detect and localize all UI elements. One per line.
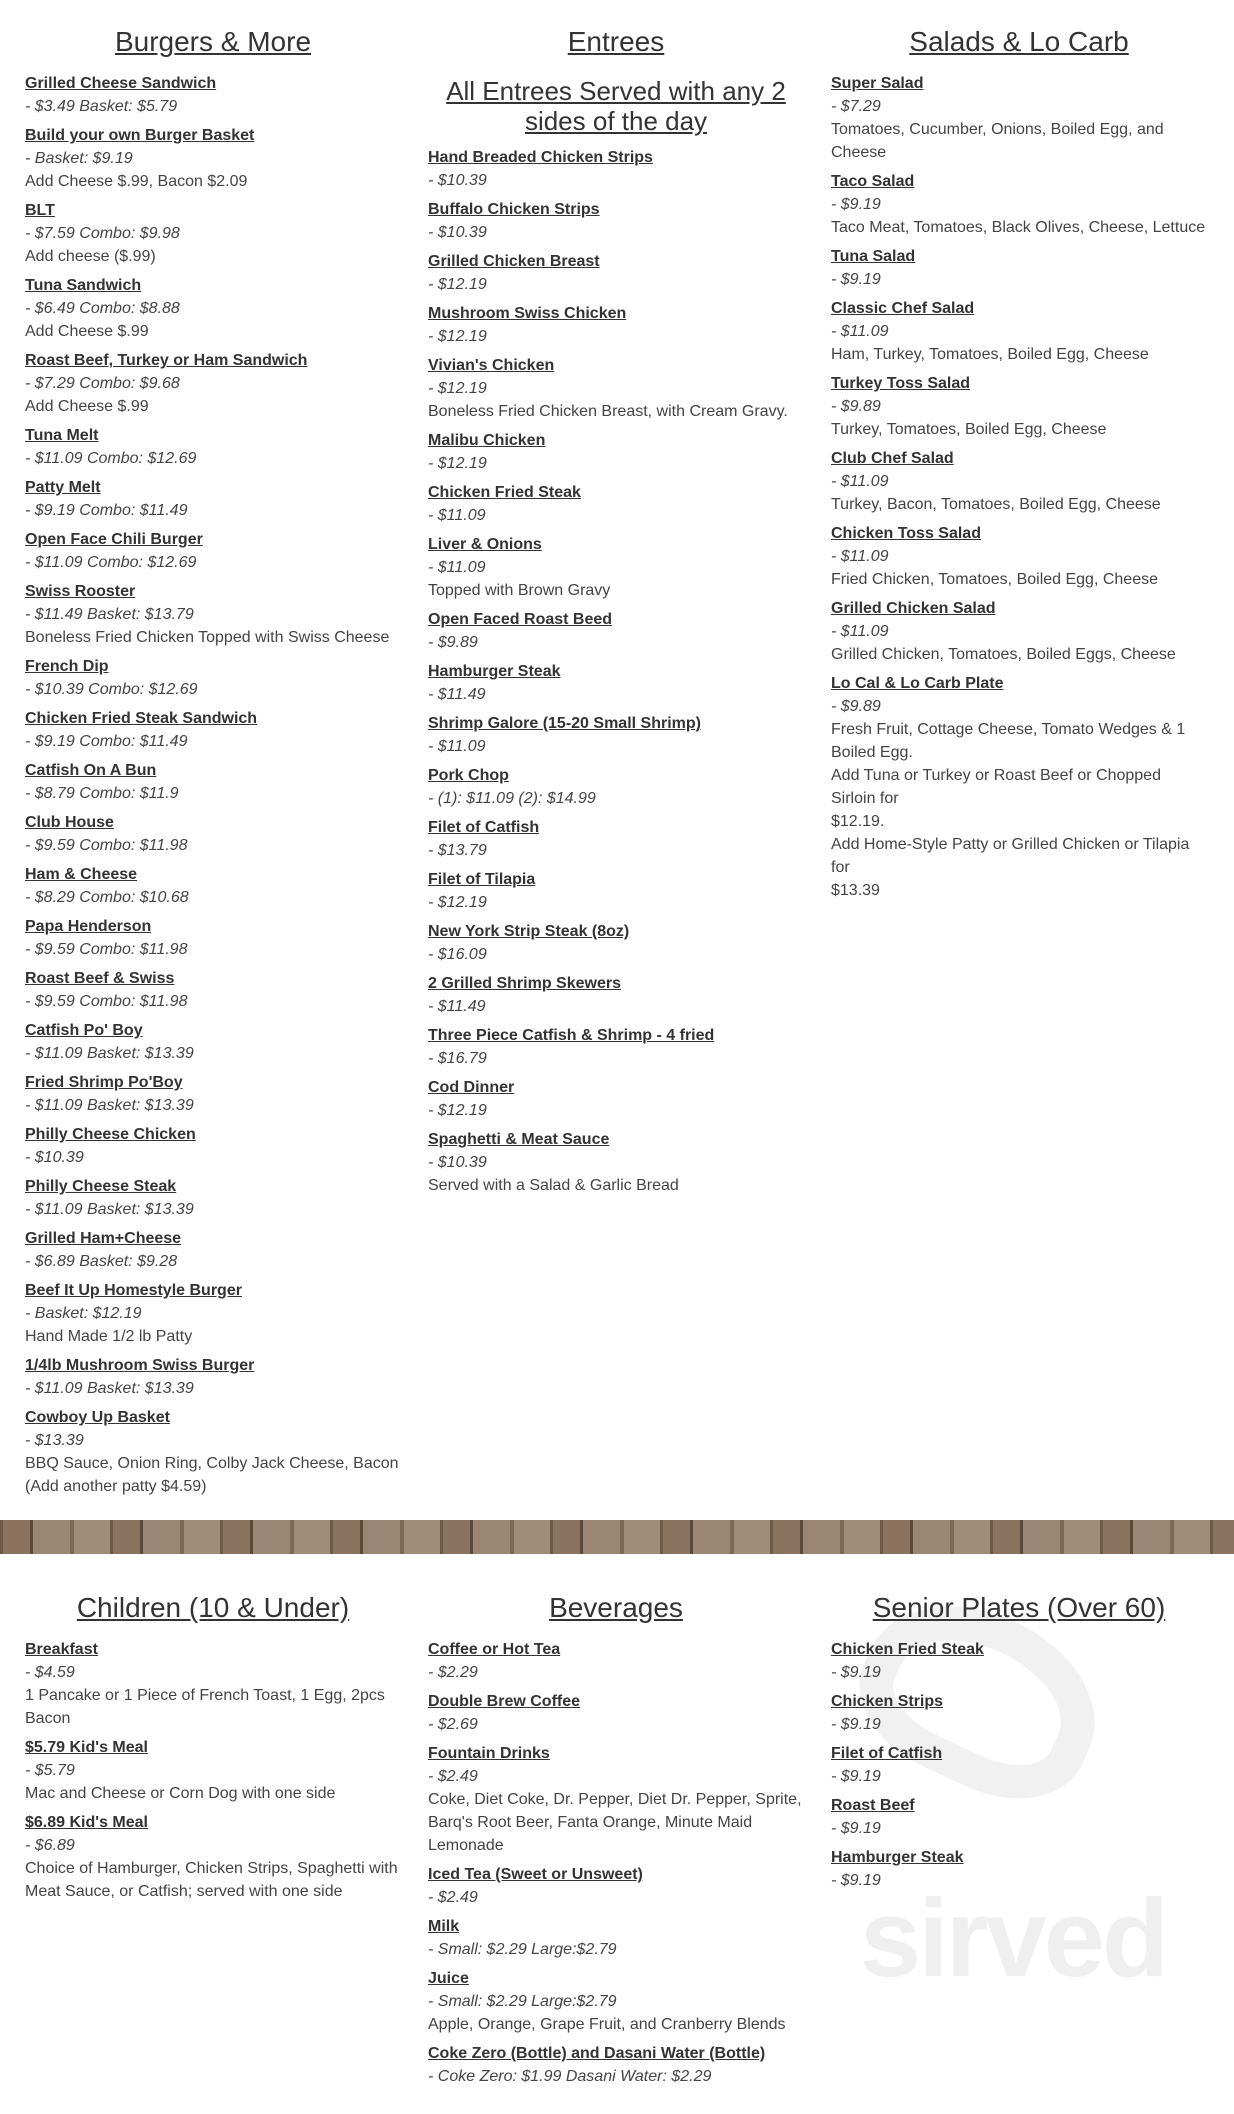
menu-item-price: - $10.39 — [25, 1149, 84, 1166]
menu-item — [428, 429, 804, 475]
menu-item — [25, 424, 401, 470]
menu-item-name[interactable]: Filet of Catfish — [428, 819, 540, 836]
menu-item — [831, 1742, 1207, 1788]
menu-item — [428, 198, 804, 244]
menu-item-price: - $16.79 — [428, 1050, 487, 1067]
menu-item-name[interactable]: Shrimp Galore (15-20 Small Shrimp) — [428, 715, 701, 732]
menu-section-beverages — [428, 1590, 831, 2094]
menu-item-price: - $3.49 Basket: $5.79 — [25, 98, 178, 115]
menu-item — [428, 354, 804, 423]
menu-item-price: - $13.39 — [25, 1432, 84, 1449]
menu-item-price: - $9.59 Combo: $11.98 — [25, 941, 188, 958]
menu-item-price: - $2.29 — [428, 1664, 478, 1681]
menu-item-price: - $2.69 — [428, 1716, 478, 1733]
menu-item-name[interactable]: Chicken Fried Steak Sandwich — [25, 710, 258, 727]
menu-item — [831, 672, 1207, 902]
menu-item-name[interactable]: Malibu Chicken — [428, 432, 546, 449]
menu-item — [25, 707, 401, 753]
menu-item — [428, 764, 804, 810]
menu-item — [428, 972, 804, 1018]
menu-item-name[interactable]: Breakfast — [25, 1641, 98, 1658]
menu-item-price: - $4.59 — [25, 1664, 75, 1681]
menu-item — [25, 349, 401, 418]
menu-item-name[interactable]: Beef It Up Homestyle Burger — [25, 1282, 242, 1299]
section-title: Senior Plates (Over 60) — [872, 1592, 1166, 1623]
menu-item-price: - $9.19 — [831, 1664, 881, 1681]
menu-item-description: Turkey, Bacon, Tomatoes, Boiled Egg, Cheese — [831, 496, 1161, 513]
menu-item — [25, 1071, 401, 1117]
menu-item-name[interactable]: 1/4lb Mushroom Swiss Burger — [25, 1357, 255, 1374]
menu-item-name[interactable]: Grilled Ham+Cheese — [25, 1230, 182, 1247]
menu-item-name[interactable]: Open Face Chili Burger — [25, 531, 203, 548]
menu-item-description: Turkey, Tomatoes, Boiled Egg, Cheese — [831, 421, 1107, 438]
menu-item-name[interactable]: Hamburger Steak — [428, 663, 561, 680]
menu-item-name[interactable]: Turkey Toss Salad — [831, 375, 971, 392]
menu-item-name[interactable]: Fountain Drinks — [428, 1745, 550, 1762]
menu-item-price: - $11.09 Basket: $13.39 — [25, 1380, 194, 1397]
menu-item — [428, 1638, 804, 1684]
menu-item — [25, 863, 401, 909]
menu-item-name[interactable]: Filet of Catfish — [831, 1745, 943, 1762]
menu-item-name[interactable]: Chicken Fried Steak — [831, 1641, 984, 1658]
menu-item — [428, 250, 804, 296]
menu-section-entrees — [428, 24, 831, 1504]
menu-item-price: - $9.19 — [831, 271, 881, 288]
menu-item-price: - $12.19 — [428, 276, 487, 293]
menu-item — [428, 1863, 804, 1909]
menu-item-price: - Coke Zero: $1.99 Dasani Water: $2.29 — [428, 2068, 712, 2085]
menu-item-name[interactable]: Club Chef Salad — [831, 450, 954, 467]
menu-item — [428, 146, 804, 192]
menu-item-name[interactable]: New York Strip Steak (8oz) — [428, 923, 630, 940]
menu-item-name[interactable]: Club House — [25, 814, 114, 831]
menu-item — [428, 712, 804, 758]
menu-item-price: - $11.09 Basket: $13.39 — [25, 1097, 194, 1114]
section-title: Salads & Lo Carb — [909, 26, 1129, 57]
menu-item-price: - $11.09 — [831, 323, 889, 340]
menu-item-price: - $12.19 — [428, 894, 487, 911]
menu-item-name[interactable]: Taco Salad — [831, 173, 915, 190]
menu-item-name[interactable]: Cod Dinner — [428, 1079, 515, 1096]
menu-item — [831, 170, 1207, 239]
menu-item-price: - $9.19 Combo: $11.49 — [25, 502, 188, 519]
menu-item-name[interactable]: Coffee or Hot Tea — [428, 1641, 561, 1658]
menu-item-name[interactable]: Super Salad — [831, 75, 924, 92]
menu-item-description: Topped with Brown Gravy — [428, 582, 611, 599]
bottom-menu-sections — [0, 1554, 1234, 2114]
menu-item-price: - $9.59 Combo: $11.98 — [25, 993, 188, 1010]
menu-item-price: - $6.89 Basket: $9.28 — [25, 1253, 178, 1270]
menu-item-name[interactable]: French Dip — [25, 658, 109, 675]
menu-item — [428, 1128, 804, 1197]
menu-item-name[interactable]: Ham & Cheese — [25, 866, 138, 883]
menu-item-price: - $13.79 — [428, 842, 487, 859]
menu-item-name[interactable]: Iced Tea (Sweet or Unsweet) — [428, 1866, 643, 1883]
menu-item — [25, 274, 401, 343]
menu-item-name[interactable]: Chicken Strips — [831, 1693, 944, 1710]
menu-item-name[interactable]: Chicken Toss Salad — [831, 525, 981, 542]
menu-item — [25, 528, 401, 574]
menu-item-price: - $8.29 Combo: $10.68 — [25, 889, 189, 906]
menu-section-burgers-more — [25, 24, 428, 1504]
menu-item-price: - $11.09 Basket: $13.39 — [25, 1201, 194, 1218]
menu-item-name[interactable]: Mushroom Swiss Chicken — [428, 305, 627, 322]
menu-item-name[interactable]: Juice — [428, 1970, 469, 1987]
menu-item-price: - $5.79 — [25, 1762, 75, 1779]
menu-item-name[interactable]: Chicken Fried Steak — [428, 484, 581, 501]
menu-item — [831, 1690, 1207, 1736]
menu-section-salads-lo-carb — [831, 24, 1234, 1504]
menu-item — [25, 72, 401, 118]
menu-item-price: - $2.49 — [428, 1889, 478, 1906]
menu-item-name[interactable]: Double Brew Coffee — [428, 1693, 581, 1710]
menu-item — [428, 481, 804, 527]
menu-item-price: - $7.29 — [831, 98, 881, 115]
menu-item-name[interactable]: Grilled Chicken Salad — [831, 600, 996, 617]
menu-item — [428, 920, 804, 966]
menu-item-price: - $11.49 — [428, 998, 486, 1015]
menu-item-description: Add cheese ($.99) — [25, 248, 156, 265]
menu-item-price: - Small: $2.29 Large:$2.79 — [428, 1993, 617, 2010]
menu-item — [831, 245, 1207, 291]
menu-item-description: Tomatoes, Cucumber, Onions, Boiled Egg, and Cheese — [831, 121, 1164, 161]
menu-item — [25, 1736, 401, 1805]
menu-item — [831, 1638, 1207, 1684]
menu-section-children-10-under — [25, 1590, 428, 2094]
menu-item — [25, 476, 401, 522]
menu-item — [25, 759, 401, 805]
menu-item-price: - $11.09 Basket: $13.39 — [25, 1045, 194, 1062]
menu-item-description: Add Cheese $.99 — [25, 323, 149, 340]
menu-item-price: - $2.49 — [428, 1768, 478, 1785]
menu-item-price: - $9.89 — [831, 398, 881, 415]
menu-item-description: Hand Made 1/2 lb Patty — [25, 1328, 193, 1345]
menu-item-description: Add Home-Style Patty or Grilled Chicken or Tilapia for — [831, 836, 1190, 876]
menu-item-name[interactable]: Philly Cheese Chicken — [25, 1126, 196, 1143]
menu-item-price: - $11.09 — [831, 473, 889, 490]
menu-item-description: Choice of Hamburger, Chicken Strips, Spaghetti with Meat Sauce, or Catfish; served with one side — [25, 1860, 398, 1900]
menu-item-price: - $9.19 — [831, 196, 881, 213]
menu-item-price: - $9.19 Combo: $11.49 — [25, 733, 188, 750]
menu-item-description: Coke, Diet Coke, Dr. Pepper, Diet Dr. Pepper, Sprite, Barq's Root Beer, Fanta Orange, Minute Maid Lemonade — [428, 1791, 802, 1854]
menu-item-name[interactable]: Hamburger Steak — [831, 1849, 964, 1866]
menu-item — [428, 816, 804, 862]
menu-item-name[interactable]: Grilled Cheese Sandwich — [25, 75, 217, 92]
menu-item — [25, 1227, 401, 1273]
menu-item-name[interactable]: Open Faced Roast Beed — [428, 611, 613, 628]
menu-item — [25, 124, 401, 193]
menu-item-description: Add Cheese $.99 — [25, 398, 149, 415]
menu-item-description: Served with a Salad & Garlic Bread — [428, 1177, 679, 1194]
menu-item-name[interactable]: Buffalo Chicken Strips — [428, 201, 600, 218]
menu-item-price: - $11.09 Combo: $12.69 — [25, 450, 197, 467]
menu-item-name[interactable]: Vivian's Chicken — [428, 357, 555, 374]
menu-item-name[interactable]: Tuna Melt — [25, 427, 99, 444]
menu-item-price: - $10.39 — [428, 224, 487, 241]
menu-item-price: - $9.19 — [831, 1872, 881, 1889]
menu-item-price: - $11.09 — [428, 507, 486, 524]
menu-item-description: Boneless Fried Chicken Topped with Swiss Cheese — [25, 629, 390, 646]
menu-item — [428, 608, 804, 654]
menu-item-price: - $9.19 — [831, 1768, 881, 1785]
menu-item-name[interactable]: Cowboy Up Basket — [25, 1409, 170, 1426]
menu-item — [25, 1019, 401, 1065]
menu-item — [25, 655, 401, 701]
menu-item — [831, 447, 1207, 516]
menu-item — [831, 1846, 1207, 1892]
menu-section-senior-plates-over-60 — [831, 1590, 1234, 2094]
menu-item-price: - Basket: $12.19 — [25, 1305, 142, 1322]
menu-item-price: - $11.09 — [831, 548, 889, 565]
menu-item — [428, 1967, 804, 2036]
menu-item-price: - $10.39 — [428, 172, 487, 189]
menu-item-price: - $11.09 — [831, 623, 889, 640]
menu-item-price: - $11.49 — [428, 686, 486, 703]
bottom-area — [0, 1554, 1234, 2114]
menu-item-description: BBQ Sauce, Onion Ring, Colby Jack Cheese, Bacon (Add another patty $4.59) — [25, 1455, 399, 1495]
menu-item-price: - $6.49 Combo: $8.88 — [25, 300, 180, 317]
menu-item-description: Apple, Orange, Grape Fruit, and Cranberry Blends — [428, 2016, 786, 2033]
menu-item — [25, 199, 401, 268]
menu-item-description: Add Tuna or Turkey or Roast Beef or Chopped Sirloin for — [831, 767, 1161, 807]
menu-item — [428, 1915, 804, 1961]
menu-item-description: 1 Pancake or 1 Piece of French Toast, 1 Egg, 2pcs Bacon — [25, 1687, 385, 1727]
menu-item — [25, 967, 401, 1013]
menu-item — [25, 1811, 401, 1903]
wood-divider — [0, 1520, 1234, 1554]
menu-item-name[interactable]: Spaghetti & Meat Sauce — [428, 1131, 610, 1148]
menu-item-description: Add Cheese $.99, Bacon $2.09 — [25, 173, 248, 190]
menu-item-name[interactable]: Build your own Burger Basket — [25, 127, 255, 144]
menu-item-price: - $9.89 — [831, 698, 881, 715]
menu-item-description: Grilled Chicken, Tomatoes, Boiled Eggs, Cheese — [831, 646, 1176, 663]
menu-item-name[interactable]: Liver & Onions — [428, 536, 542, 553]
menu-item — [25, 580, 401, 649]
menu-item-name[interactable]: Roast Beef & Swiss — [25, 970, 175, 987]
section-title: Entrees — [567, 26, 665, 57]
menu-item-price: - $9.19 — [831, 1820, 881, 1837]
menu-item-price: - $10.39 Combo: $12.69 — [25, 681, 198, 698]
menu-item-price: - Small: $2.29 Large:$2.79 — [428, 1941, 617, 1958]
menu-item-name[interactable]: Filet of Tilapia — [428, 871, 536, 888]
menu-item — [428, 2042, 804, 2088]
menu-item-name[interactable]: Philly Cheese Steak — [25, 1178, 177, 1195]
menu-item-description: Fried Chicken, Tomatoes, Boiled Egg, Cheese — [831, 571, 1158, 588]
menu-item — [25, 1279, 401, 1348]
menu-item-name[interactable]: Grilled Chicken Breast — [428, 253, 600, 270]
menu-item-name[interactable]: Fried Shrimp Po'Boy — [25, 1074, 183, 1091]
menu-item-name[interactable]: Papa Henderson — [25, 918, 152, 935]
menu-item — [25, 915, 401, 961]
menu-item — [25, 1638, 401, 1730]
menu-item-name[interactable]: BLT — [25, 202, 55, 219]
menu-item — [831, 1794, 1207, 1840]
menu-item-price: - $9.59 Combo: $11.98 — [25, 837, 188, 854]
menu-item-price: - $12.19 — [428, 380, 487, 397]
menu-item — [428, 302, 804, 348]
menu-item-name[interactable]: Three Piece Catfish & Shrimp - 4 fried — [428, 1027, 715, 1044]
menu-item-name[interactable]: $6.89 Kid's Meal — [25, 1814, 148, 1831]
menu-item — [428, 533, 804, 602]
menu-item-price: - $7.59 Combo: $9.98 — [25, 225, 180, 242]
menu-item-description: $12.19. — [831, 813, 885, 830]
section-title: Children (10 & Under) — [76, 1592, 350, 1623]
section-title: Burgers & More — [114, 26, 312, 57]
menu-item-price: - $9.89 — [428, 634, 478, 651]
menu-item — [831, 297, 1207, 366]
menu-item-name[interactable]: Tuna Sandwich — [25, 277, 142, 294]
menu-item-price: - $11.09 — [428, 559, 486, 576]
menu-item-name[interactable]: Catfish Po' Boy — [25, 1022, 143, 1039]
menu-item — [831, 597, 1207, 666]
menu-item-price: - $11.49 Basket: $13.79 — [25, 606, 194, 623]
menu-item — [25, 1123, 401, 1169]
menu-item-price: - $11.09 — [428, 738, 486, 755]
menu-item-price: - $12.19 — [428, 328, 487, 345]
menu-item-name[interactable]: Patty Melt — [25, 479, 101, 496]
menu-item-price: - $12.19 — [428, 455, 487, 472]
menu-item-description: Fresh Fruit, Cottage Cheese, Tomato Wedges & 1 Boiled Egg. — [831, 721, 1186, 761]
menu-item-name[interactable]: Milk — [428, 1918, 460, 1935]
menu-item — [428, 868, 804, 914]
menu-item-description: Taco Meat, Tomatoes, Black Olives, Cheese, Lettuce — [831, 219, 1206, 236]
menu-item-name[interactable]: Lo Cal & Lo Carb Plate — [831, 675, 1004, 692]
menu-item-name[interactable]: Pork Chop — [428, 767, 509, 784]
menu-item — [25, 811, 401, 857]
sirved-watermark: sirved — [860, 1877, 1167, 2000]
menu-item-price: - $7.29 Combo: $9.68 — [25, 375, 180, 392]
menu-item-price: - Basket: $9.19 — [25, 150, 133, 167]
menu-item-description: Boneless Fried Chicken Breast, with Cream Gravy. — [428, 403, 788, 420]
menu-item-price: - $9.19 — [831, 1716, 881, 1733]
menu-item-name[interactable]: Roast Beef — [831, 1797, 915, 1814]
menu-item-price: - $11.09 Combo: $12.69 — [25, 554, 197, 571]
menu-item — [428, 1076, 804, 1122]
menu-item-price: - $16.09 — [428, 946, 487, 963]
menu-item-name[interactable]: Hand Breaded Chicken Strips — [428, 149, 653, 166]
menu-item — [428, 1742, 804, 1857]
menu-item-name[interactable]: Swiss Rooster — [25, 583, 136, 600]
menu-item-name[interactable]: $5.79 Kid's Meal — [25, 1739, 148, 1756]
menu-item-price: - $10.39 — [428, 1154, 487, 1171]
menu-item-name[interactable]: Classic Chef Salad — [831, 300, 975, 317]
menu-item — [25, 1354, 401, 1400]
menu-item-name[interactable]: Catfish On A Bun — [25, 762, 157, 779]
menu-item-description: Ham, Turkey, Tomatoes, Boiled Egg, Cheese — [831, 346, 1149, 363]
menu-item — [428, 1024, 804, 1070]
section-subtitle: All Entrees Served with any 2 sides of the day — [446, 76, 786, 136]
menu-item-name[interactable]: Tuna Salad — [831, 248, 916, 265]
menu-item — [831, 72, 1207, 164]
menu-item — [428, 1690, 804, 1736]
menu-item-name[interactable]: Coke Zero (Bottle) and Dasani Water (Bottle) — [428, 2045, 766, 2062]
menu-item — [428, 660, 804, 706]
menu-item-price: - $6.89 — [25, 1837, 75, 1854]
menu-item-price: - (1): $11.09 (2): $14.99 — [428, 790, 596, 807]
section-title: Beverages — [549, 1592, 683, 1623]
menu-item-name[interactable]: Roast Beef, Turkey or Ham Sandwich — [25, 352, 308, 369]
menu-item-price: - $12.19 — [428, 1102, 487, 1119]
menu-item — [25, 1406, 401, 1498]
menu-item-name[interactable]: 2 Grilled Shrimp Skewers — [428, 975, 621, 992]
menu-item — [25, 1175, 401, 1221]
menu-item-price: - $8.79 Combo: $11.9 — [25, 785, 179, 802]
menu-item-description: Mac and Cheese or Corn Dog with one side — [25, 1785, 336, 1802]
menu-item — [831, 372, 1207, 441]
menu-item — [831, 522, 1207, 591]
menu-item-description: $13.39 — [831, 882, 880, 899]
